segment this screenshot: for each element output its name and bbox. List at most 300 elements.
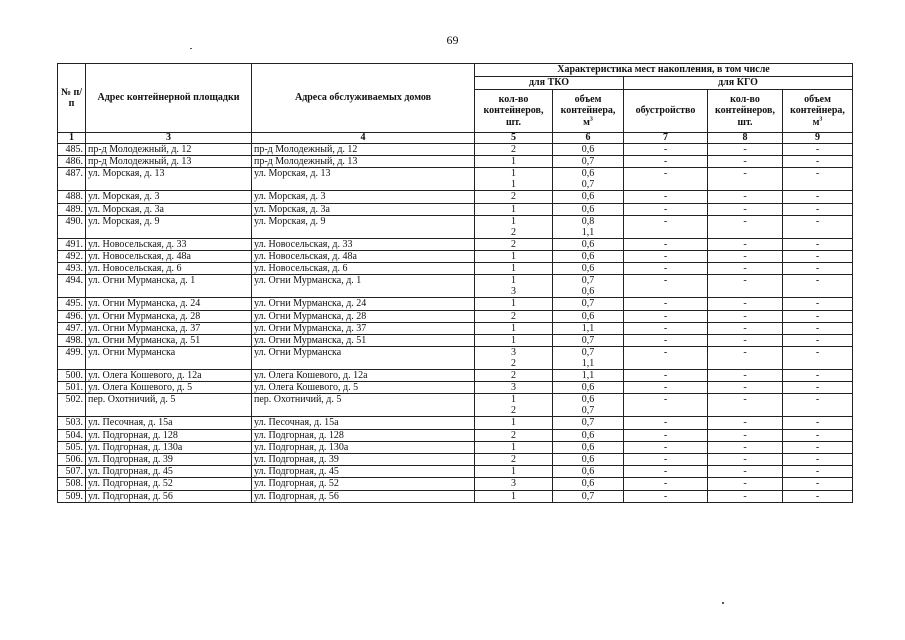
- tko-volume: [553, 144, 624, 156]
- tko-count-value: 2: [511, 358, 516, 370]
- tko-count-value: 1: [511, 203, 516, 215]
- table-row: [58, 490, 853, 502]
- site-address: ул. Подгорная, д. 130а: [86, 441, 252, 453]
- tko-count: [475, 382, 553, 394]
- tko-volume: [553, 156, 624, 168]
- kgo-count-cell: -: [708, 156, 783, 168]
- tko-count-value: 1: [511, 215, 516, 227]
- kgo-volume-cell: -: [783, 238, 853, 250]
- tko-volume-value: 0,7: [581, 405, 595, 417]
- tko-count-value: 3: [511, 382, 516, 394]
- site-address: ул. Огни Мурманска, д. 28: [86, 310, 252, 322]
- served-address: ул. Подгорная, д. 39: [252, 454, 475, 466]
- served-address: ул. Огни Мурманска: [252, 347, 475, 370]
- site-address: пр-д Молодежный, д. 13: [86, 156, 252, 168]
- row-number: 507.: [58, 466, 86, 478]
- kgo-volume-cell: -: [783, 478, 853, 490]
- tko-volume: [553, 298, 624, 310]
- site-address: ул. Песочная, д. 15а: [86, 417, 252, 429]
- tko-volume-value: 0,6: [581, 466, 595, 478]
- site-address: ул. Новосельская, д. 33: [86, 238, 252, 250]
- kgo-count-cell: -: [708, 322, 783, 334]
- col-header-equipment: обустройство: [624, 90, 708, 133]
- tko-volume-value: 0,7: [581, 490, 595, 502]
- tko-count: [475, 298, 553, 310]
- kgo-volume-cell: -: [783, 168, 853, 191]
- tko-count-value: 1: [511, 394, 516, 406]
- tko-count: [475, 168, 553, 191]
- served-address: ул. Огни Мурманска, д. 28: [252, 310, 475, 322]
- kgo-count-cell: -: [708, 490, 783, 502]
- kgo-count-cell: -: [708, 347, 783, 370]
- kgo-volume-cell: -: [783, 310, 853, 322]
- equipment-cell: -: [624, 322, 708, 334]
- kgo-count-cell: -: [708, 250, 783, 262]
- table-row: [58, 417, 853, 429]
- equipment-cell: -: [624, 334, 708, 346]
- tko-volume-value: 0,6: [581, 382, 595, 394]
- site-address: ул. Новосельская, д. 48а: [86, 250, 252, 262]
- tko-volume-value: 0,8: [581, 215, 595, 227]
- served-address: ул. Морская, д. 13: [252, 168, 475, 191]
- tko-count-value: 1: [511, 417, 516, 429]
- tko-volume-value: 0,6: [581, 263, 595, 275]
- equipment-cell: -: [624, 263, 708, 275]
- row-number: 487.: [58, 168, 86, 191]
- site-address: ул. Подгорная, д. 128: [86, 429, 252, 441]
- tko-count-value: 1: [511, 298, 516, 310]
- row-number: 489.: [58, 203, 86, 215]
- tko-volume-value: 1,1: [581, 370, 595, 382]
- row-number: 488.: [58, 191, 86, 203]
- tko-volume-value: 0,7: [581, 298, 595, 310]
- site-address: ул. Морская, д. 13: [86, 168, 252, 191]
- equipment-cell: -: [624, 370, 708, 382]
- tko-count: [475, 250, 553, 262]
- served-address: пр-д Молодежный, д. 12: [252, 144, 475, 156]
- tko-volume-value: 0,6: [581, 203, 595, 215]
- tko-volume: [553, 168, 624, 191]
- tko-count-value: 2: [511, 238, 516, 250]
- kgo-volume-cell: -: [783, 490, 853, 502]
- col-header-site-address: Адрес контейнерной площадки: [86, 64, 252, 133]
- site-address: ул. Подгорная, д. 56: [86, 490, 252, 502]
- tko-count-value: 3: [511, 478, 516, 490]
- group-header-characteristics: Характеристика мест накопления, в том числе: [475, 64, 853, 77]
- column-number: 6: [553, 133, 624, 144]
- tko-count: [475, 310, 553, 322]
- kgo-volume-exponent: 3: [819, 116, 823, 123]
- col-header-no: № п/п: [58, 64, 86, 133]
- equipment-cell: -: [624, 250, 708, 262]
- tko-count-value: 1: [511, 179, 516, 191]
- served-address: ул. Новосельская, д. 48а: [252, 250, 475, 262]
- tko-count: [475, 156, 553, 168]
- tko-volume: [553, 191, 624, 203]
- tko-volume-value: 0,6: [581, 310, 595, 322]
- scan-speck: [722, 602, 724, 604]
- served-address: ул. Огни Мурманска, д. 37: [252, 322, 475, 334]
- tko-count: [475, 478, 553, 490]
- table-row: [58, 478, 853, 490]
- kgo-volume-cell: -: [783, 215, 853, 238]
- row-number: 493.: [58, 263, 86, 275]
- row-number: 508.: [58, 478, 86, 490]
- tko-volume: [553, 203, 624, 215]
- table-row: [58, 215, 853, 238]
- kgo-count-cell: -: [708, 454, 783, 466]
- page-number: 69: [446, 33, 459, 47]
- row-number: 490.: [58, 215, 86, 238]
- tko-volume: [553, 429, 624, 441]
- tko-volume-value: 1,1: [581, 358, 595, 370]
- row-number: 501.: [58, 382, 86, 394]
- tko-volume: [553, 478, 624, 490]
- tko-count-value: 2: [511, 310, 516, 322]
- kgo-count-cell: -: [708, 191, 783, 203]
- table-row: [58, 429, 853, 441]
- kgo-volume-cell: -: [783, 191, 853, 203]
- site-address: ул. Огни Мурманска: [86, 347, 252, 370]
- tko-volume-value: 1,1: [581, 322, 595, 334]
- row-number: 499.: [58, 347, 86, 370]
- group-header-tko: для ТКО: [475, 77, 624, 90]
- table-row: [58, 454, 853, 466]
- tko-count: [475, 215, 553, 238]
- row-number: 500.: [58, 370, 86, 382]
- table-row: [58, 370, 853, 382]
- kgo-volume-cell: -: [783, 370, 853, 382]
- equipment-cell: -: [624, 441, 708, 453]
- tko-volume-value: 0,7: [581, 179, 595, 191]
- site-address: ул. Морская, д. 3а: [86, 203, 252, 215]
- table-row: [58, 466, 853, 478]
- served-address: ул. Песочная, д. 15а: [252, 417, 475, 429]
- site-address: ул. Огни Мурманска, д. 51: [86, 334, 252, 346]
- tko-volume-value: 0,6: [581, 394, 595, 406]
- tko-count-value: 1: [511, 334, 516, 346]
- row-number: 495.: [58, 298, 86, 310]
- site-address: ул. Огни Мурманска, д. 24: [86, 298, 252, 310]
- table-row: [58, 250, 853, 262]
- tko-volume: [553, 370, 624, 382]
- equipment-cell: -: [624, 394, 708, 417]
- kgo-volume-cell: -: [783, 144, 853, 156]
- tko-volume: [553, 250, 624, 262]
- tko-volume: [553, 275, 624, 298]
- site-address: ул. Огни Мурманска, д. 1: [86, 275, 252, 298]
- tko-count-value: 3: [511, 286, 516, 298]
- kgo-count-cell: -: [708, 298, 783, 310]
- site-address: пер. Охотничий, д. 5: [86, 394, 252, 417]
- tko-count: [475, 490, 553, 502]
- site-address: ул. Новосельская, д. 6: [86, 263, 252, 275]
- col-header-tko-count: кол-во контейнеров, шт.: [475, 90, 553, 133]
- tko-count-value: 2: [511, 405, 516, 417]
- table-row: [58, 144, 853, 156]
- equipment-cell: -: [624, 215, 708, 238]
- column-number-row: [58, 133, 853, 144]
- equipment-cell: -: [624, 347, 708, 370]
- tko-volume: [553, 334, 624, 346]
- kgo-count-cell: -: [708, 466, 783, 478]
- kgo-volume-cell: -: [783, 347, 853, 370]
- served-address: ул. Подгорная, д. 45: [252, 466, 475, 478]
- kgo-volume-cell: -: [783, 382, 853, 394]
- table-row: [58, 191, 853, 203]
- table-row: [58, 322, 853, 334]
- tko-volume: [553, 417, 624, 429]
- tko-count-value: 1: [511, 275, 516, 287]
- site-address: пр-д Молодежный, д. 12: [86, 144, 252, 156]
- table-row: [58, 334, 853, 346]
- column-number: 3: [86, 133, 252, 144]
- tko-count-value: 1: [511, 322, 516, 334]
- kgo-volume-cell: -: [783, 275, 853, 298]
- site-address: ул. Подгорная, д. 39: [86, 454, 252, 466]
- tko-count-value: 2: [511, 370, 516, 382]
- tko-count-value: 2: [511, 226, 516, 238]
- kgo-volume-cell: -: [783, 250, 853, 262]
- kgo-count-cell: -: [708, 394, 783, 417]
- row-number: 504.: [58, 429, 86, 441]
- group-header-kgo: для КГО: [624, 77, 853, 90]
- tko-volume: [553, 394, 624, 417]
- kgo-count-cell: -: [708, 382, 783, 394]
- kgo-volume-cell: -: [783, 394, 853, 417]
- row-number: 491.: [58, 238, 86, 250]
- kgo-volume-label: объем контейнера, м: [790, 94, 845, 128]
- tko-volume: [553, 490, 624, 502]
- served-address: пер. Охотничий, д. 5: [252, 394, 475, 417]
- kgo-count-cell: -: [708, 370, 783, 382]
- tko-volume-value: 0,6: [581, 250, 595, 262]
- tko-volume-label: объем контейнера, м: [560, 94, 616, 128]
- row-number: 505.: [58, 441, 86, 453]
- site-address: ул. Морская, д. 3: [86, 191, 252, 203]
- table-row: [58, 310, 853, 322]
- kgo-count-cell: -: [708, 310, 783, 322]
- col-header-kgo-count: кол-во контейнеров, шт.: [708, 90, 783, 133]
- equipment-cell: -: [624, 417, 708, 429]
- kgo-volume-cell: -: [783, 298, 853, 310]
- tko-count: [475, 203, 553, 215]
- equipment-cell: -: [624, 156, 708, 168]
- kgo-volume-cell: -: [783, 417, 853, 429]
- served-address: ул. Подгорная, д. 56: [252, 490, 475, 502]
- kgo-volume-cell: -: [783, 334, 853, 346]
- row-number: 509.: [58, 490, 86, 502]
- tko-count: [475, 144, 553, 156]
- kgo-volume-cell: -: [783, 466, 853, 478]
- tko-volume-value: 1,1: [581, 226, 595, 238]
- served-address: ул. Огни Мурманска, д. 51: [252, 334, 475, 346]
- tko-volume: [553, 347, 624, 370]
- kgo-count-cell: -: [708, 429, 783, 441]
- kgo-count-cell: -: [708, 275, 783, 298]
- col-header-kgo-volume: [783, 90, 853, 133]
- col-header-served-addresses: Адреса обслуживаемых домов: [252, 64, 475, 133]
- served-address: ул. Новосельская, д. 6: [252, 263, 475, 275]
- tko-count: [475, 263, 553, 275]
- row-number: 506.: [58, 454, 86, 466]
- served-address: ул. Огни Мурманска, д. 1: [252, 275, 475, 298]
- equipment-cell: -: [624, 203, 708, 215]
- served-address: ул. Огни Мурманска, д. 24: [252, 298, 475, 310]
- kgo-count-cell: -: [708, 334, 783, 346]
- served-address: ул. Морская, д. 9: [252, 215, 475, 238]
- served-address: пр-д Молодежный, д. 13: [252, 156, 475, 168]
- column-number: 5: [475, 133, 553, 144]
- tko-count-value: 2: [511, 454, 516, 465]
- tko-count-value: 3: [511, 347, 516, 359]
- table-row: [58, 394, 853, 417]
- site-address: ул. Подгорная, д. 52: [86, 478, 252, 490]
- tko-count-value: 2: [511, 144, 516, 155]
- tko-count: [475, 454, 553, 466]
- kgo-volume-cell: -: [783, 454, 853, 466]
- kgo-count-cell: -: [708, 478, 783, 490]
- tko-count-value: 1: [511, 490, 516, 502]
- tko-volume-value: 0,6: [581, 454, 595, 465]
- equipment-cell: -: [624, 490, 708, 502]
- tko-count-value: 2: [511, 429, 516, 441]
- equipment-cell: -: [624, 310, 708, 322]
- tko-count: [475, 394, 553, 417]
- served-address: ул. Олега Кошевого, д. 12а: [252, 370, 475, 382]
- tko-volume-value: 0,6: [581, 478, 595, 490]
- tko-count-value: 1: [511, 441, 516, 453]
- kgo-count-cell: -: [708, 238, 783, 250]
- tko-count: [475, 429, 553, 441]
- table-row: [58, 203, 853, 215]
- row-number: 502.: [58, 394, 86, 417]
- tko-count: [475, 238, 553, 250]
- tko-volume: [553, 382, 624, 394]
- tko-volume-exponent: 3: [589, 116, 593, 123]
- table-row: [58, 263, 853, 275]
- served-address: ул. Олега Кошевого, д. 5: [252, 382, 475, 394]
- row-number: 496.: [58, 310, 86, 322]
- tko-volume-value: 0,6: [581, 429, 595, 441]
- tko-volume: [553, 454, 624, 466]
- tko-volume-value: 0,6: [581, 238, 595, 250]
- tko-volume-value: 0,7: [581, 275, 595, 287]
- table-row: [58, 275, 853, 298]
- site-address: ул. Огни Мурманска, д. 37: [86, 322, 252, 334]
- tko-count-value: 1: [511, 156, 516, 168]
- column-number: 4: [252, 133, 475, 144]
- column-number: 8: [708, 133, 783, 144]
- served-address: ул. Подгорная, д. 52: [252, 478, 475, 490]
- kgo-count-cell: -: [708, 215, 783, 238]
- equipment-cell: -: [624, 144, 708, 156]
- column-number: 7: [624, 133, 708, 144]
- tko-volume-value: 0,7: [581, 347, 595, 359]
- equipment-cell: -: [624, 478, 708, 490]
- tko-volume: [553, 215, 624, 238]
- tko-volume-value: 0,6: [581, 286, 595, 298]
- table-row: [58, 168, 853, 191]
- tko-count: [475, 347, 553, 370]
- container-sites-table: [57, 63, 853, 503]
- tko-count: [475, 191, 553, 203]
- equipment-cell: -: [624, 168, 708, 191]
- table-row: [58, 382, 853, 394]
- row-number: 485.: [58, 144, 86, 156]
- kgo-volume-cell: -: [783, 322, 853, 334]
- kgo-volume-cell: -: [783, 156, 853, 168]
- tko-count: [475, 417, 553, 429]
- tko-volume-value: 0,7: [581, 417, 595, 429]
- tko-volume-value: 0,6: [581, 144, 595, 155]
- tko-count: [475, 466, 553, 478]
- tko-count: [475, 322, 553, 334]
- tko-count-value: 2: [511, 191, 516, 203]
- kgo-count-cell: -: [708, 263, 783, 275]
- col-header-tko-volume: [553, 90, 624, 133]
- equipment-cell: -: [624, 275, 708, 298]
- row-number: 486.: [58, 156, 86, 168]
- scan-speck: [190, 48, 192, 49]
- kgo-volume-cell: -: [783, 429, 853, 441]
- tko-count: [475, 441, 553, 453]
- tko-volume-value: 0,6: [581, 168, 595, 180]
- tko-volume: [553, 466, 624, 478]
- equipment-cell: -: [624, 298, 708, 310]
- site-address: ул. Олега Кошевого, д. 12а: [86, 370, 252, 382]
- kgo-count-cell: -: [708, 417, 783, 429]
- row-number: 497.: [58, 322, 86, 334]
- tko-volume: [553, 441, 624, 453]
- served-address: ул. Новосельская, д. 33: [252, 238, 475, 250]
- served-address: ул. Подгорная, д. 128: [252, 429, 475, 441]
- table-row: [58, 441, 853, 453]
- kgo-count-cell: -: [708, 168, 783, 191]
- tko-count-value: 1: [511, 250, 516, 262]
- equipment-cell: -: [624, 191, 708, 203]
- kgo-count-cell: -: [708, 203, 783, 215]
- table-row: [58, 238, 853, 250]
- tko-volume: [553, 238, 624, 250]
- tko-count-value: 1: [511, 263, 516, 275]
- tko-volume: [553, 310, 624, 322]
- site-address: ул. Олега Кошевого, д. 5: [86, 382, 252, 394]
- kgo-count-cell: -: [708, 144, 783, 156]
- column-number: 1: [58, 133, 86, 144]
- equipment-cell: -: [624, 238, 708, 250]
- tko-volume: [553, 322, 624, 334]
- column-number: 9: [783, 133, 853, 144]
- row-number: 492.: [58, 250, 86, 262]
- kgo-volume-cell: -: [783, 263, 853, 275]
- equipment-cell: -: [624, 454, 708, 466]
- tko-count: [475, 275, 553, 298]
- table-row: [58, 347, 853, 370]
- equipment-cell: -: [624, 466, 708, 478]
- served-address: ул. Подгорная, д. 130а: [252, 441, 475, 453]
- tko-count-value: 1: [511, 168, 516, 180]
- kgo-count-cell: -: [708, 441, 783, 453]
- site-address: ул. Подгорная, д. 45: [86, 466, 252, 478]
- served-address: ул. Морская, д. 3: [252, 191, 475, 203]
- table-row: [58, 156, 853, 168]
- kgo-volume-cell: -: [783, 203, 853, 215]
- tko-count: [475, 334, 553, 346]
- tko-volume-value: 0,6: [581, 441, 595, 453]
- served-address: ул. Морская, д. 3а: [252, 203, 475, 215]
- row-number: 498.: [58, 334, 86, 346]
